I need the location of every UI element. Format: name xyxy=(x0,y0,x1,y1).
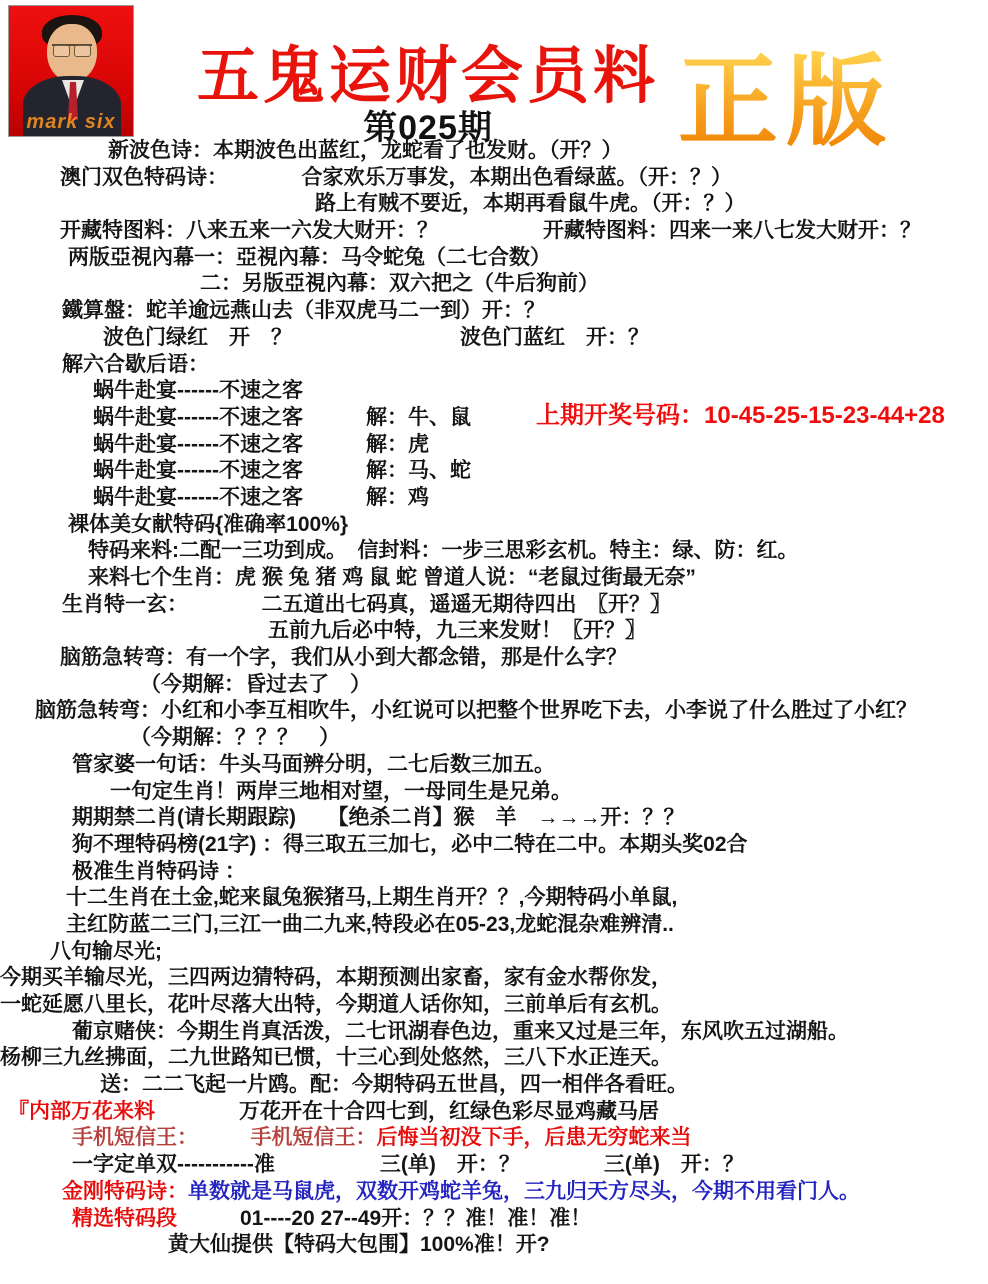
text-line xyxy=(0,618,988,645)
text-line xyxy=(0,485,988,512)
text-segment: 澳门双色特码诗： 合家欢乐万事发，本期出色看绿蓝。（开：？） xyxy=(60,165,732,189)
text-line xyxy=(0,1179,988,1206)
text-segment: 裸体美女献特码{准确率100%} xyxy=(68,512,349,536)
genuine-watermark: 正版 xyxy=(678,48,978,158)
text-line xyxy=(0,1206,988,1233)
text-line xyxy=(0,405,988,432)
text-segment: 万花开在十合四七到，红绿色彩尽显鸡藏马居 xyxy=(155,1099,659,1123)
text-segment: 蜗牛赴宴------不速之客 xyxy=(93,379,303,403)
text-segment: （今期解：？？？ ） xyxy=(130,726,340,750)
text-line xyxy=(0,832,988,859)
text-segment: 精选特码段 xyxy=(72,1206,177,1230)
text-line xyxy=(0,912,988,939)
text-segment: 今期买羊输尽光，三四两边猜特码，本期预测出家畜，家有金水帮你发， xyxy=(0,966,672,990)
photo-watermark: mark six xyxy=(26,111,116,133)
text-line xyxy=(0,218,988,245)
last-draw-numbers: 10-45-25-15-23-44+28 xyxy=(704,402,945,429)
text-line xyxy=(0,859,988,886)
text-line xyxy=(0,165,988,192)
text-line xyxy=(0,1099,988,1126)
text-line xyxy=(0,512,988,539)
text-line xyxy=(0,1045,988,1072)
text-line xyxy=(0,992,988,1019)
text-line xyxy=(0,245,988,272)
text-segment: 01----20 27--49开：？？准！准！准！ xyxy=(177,1206,592,1230)
text-segment: （今期解：昏过去了 ） xyxy=(140,672,371,696)
text-line xyxy=(0,805,988,832)
text-segment: 期期禁二肖(请长期跟踪) 【绝杀二肖】猴 羊 →→→开：？？ xyxy=(72,806,685,830)
text-line xyxy=(0,565,988,592)
text-segment: 路上有贼不要近，本期再看鼠牛虎。（开：？） xyxy=(315,192,746,216)
text-line xyxy=(0,939,988,966)
page-title: 五鬼运财会员料 xyxy=(196,43,659,111)
text-segment: 脑筋急转弯：有一个字，我们从小到大都念错，那是什么字？ xyxy=(60,646,627,670)
text-line xyxy=(0,325,988,352)
text-segment: 鐵算盤：蛇羊逾远燕山去（非双虎马二一到）开：？ xyxy=(62,299,545,323)
text-line xyxy=(0,1125,988,1152)
text-segment: 波色门绿红 开 ？ 波色门蓝红 开：？ xyxy=(103,325,649,349)
text-segment: 蜗牛赴宴------不速之客 解：虎 xyxy=(93,432,429,456)
text-line xyxy=(0,1019,988,1046)
glasses-icon xyxy=(52,44,92,56)
text-line xyxy=(0,645,988,672)
text-segment: 一蛇延愿八里长，花叶尽落大出特，今期道人话你知，三前单后有玄机。 xyxy=(0,993,672,1016)
text-segment: 特码来料:二配一三功到成。 信封料：一步三思彩玄机。特主：绿、防：红。 xyxy=(88,539,799,563)
text-segment: 后悔当初没下手，后患无穷蛇来当 xyxy=(376,1126,692,1150)
text-line xyxy=(0,138,988,165)
text-segment: 蜗牛赴宴------不速之客 解：马、蛇 xyxy=(93,459,471,483)
text-segment: 十二生肖在土金,蛇来鼠兔猴猪马,上期生肖开？？,今期特码小单鼠, xyxy=(66,886,678,910)
text-segment: 一字定单双-----------准 三(单) 开：？ 三(单) 开：？ xyxy=(72,1153,744,1177)
text-line xyxy=(0,885,988,912)
text-line xyxy=(0,378,988,405)
text-segment: 『内部万花来料 xyxy=(8,1099,155,1123)
text-line xyxy=(0,965,988,992)
text-line xyxy=(0,698,988,725)
text-segment: 新波色诗：本期波色出蓝红，龙蛇看了也发财。（开？） xyxy=(108,139,623,162)
text-segment: 狗不理特码榜(21字) ：得三取五三加七，必中二特在二中。本期头奖02合 xyxy=(72,832,748,856)
text-segment: 二：另版亞視內幕：双六把之（牛后狗前） xyxy=(200,272,599,296)
issue-number: 第025期 xyxy=(363,109,493,147)
text-segment: 杨柳三九丝拂面，二九世路知已惯，十三心到处悠然，三八下水正连天。 xyxy=(0,1046,672,1070)
text-segment: 开藏特图料：八来五来一六发大财开：？ 开藏特图料：四来一来八七发大财开：？ xyxy=(60,219,921,243)
text-line xyxy=(0,752,988,779)
text-line xyxy=(0,1232,988,1259)
text-segment: 五前九后必中特，九三来发财！〖开？〗 xyxy=(268,619,646,643)
text-line xyxy=(0,1072,988,1099)
portrait-photo xyxy=(8,5,134,137)
text-segment: 蜗牛赴宴------不速之客 解：鸡 xyxy=(93,485,429,509)
text-segment: 极准生肖特码诗 ： xyxy=(72,859,246,883)
text-line xyxy=(0,432,988,459)
text-segment: 葡京赌侠：今期生肖真活泼，二七讯湖春色边，重来又过是三年，东风吹五过湖船。 xyxy=(72,1019,849,1043)
text-line xyxy=(0,352,988,379)
text-segment: 黄大仙提供【特码大包围】100%准！开? xyxy=(168,1233,550,1257)
text-segment: 八句输尽光; xyxy=(50,939,162,963)
text-line xyxy=(0,592,988,619)
text-line xyxy=(0,458,988,485)
text-segment: 两版亞視內幕一：亞視內幕：马令蛇兔（二七合数） xyxy=(68,245,551,269)
text-segment: 蜗牛赴宴------不速之客 解：牛、鼠 xyxy=(93,405,471,429)
text-segment: 脑筋急转弯：小红和小李互相吹牛，小红说可以把整个世界吃下去，小李说了什么胜过了小红？ xyxy=(35,699,917,723)
last-draw-label: 上期开奖号码： xyxy=(536,402,704,429)
text-line xyxy=(0,538,988,565)
text-segment: 生肖特一玄： 二五道出七码真，遥遥无期待四出 〖开？〗 xyxy=(62,592,671,616)
text-line xyxy=(0,271,988,298)
text-line xyxy=(0,672,988,699)
text-segment: 金刚特码诗： xyxy=(62,1179,188,1203)
text-segment: 一句定生肖！两岸三地相对望，一母同生是兄弟。 xyxy=(110,779,572,803)
text-line xyxy=(0,191,988,218)
text-segment: 主红防蓝二三门,三江一曲二九来,特段必在05-23,龙蛇混杂难辨清.. xyxy=(66,912,674,936)
text-segment: 管家婆一句话：牛头马面辨分明，二七后数三加五。 xyxy=(72,752,555,776)
text-segment: 来料七个生肖：虎 猴 兔 猪 鸡 鼠 蛇 曾道人说：“老鼠过街最无奈” xyxy=(88,566,696,589)
text-line xyxy=(0,1152,988,1179)
text-segment: 解六合歇后语： xyxy=(62,352,209,376)
text-segment: 送：二二飞起一片鸥。配：今期特码五世昌，四一相伴各看旺。 xyxy=(100,1073,688,1097)
text-segment: 手机短信王： 手机短信王： xyxy=(72,1126,377,1150)
text-line xyxy=(0,725,988,752)
text-segment: 单数就是马鼠虎，双数开鸡蛇羊兔，三九归天方尽头，今期不用看门人。 xyxy=(188,1179,860,1203)
text-line xyxy=(0,298,988,325)
text-line xyxy=(0,779,988,806)
content-lines xyxy=(0,138,988,1259)
